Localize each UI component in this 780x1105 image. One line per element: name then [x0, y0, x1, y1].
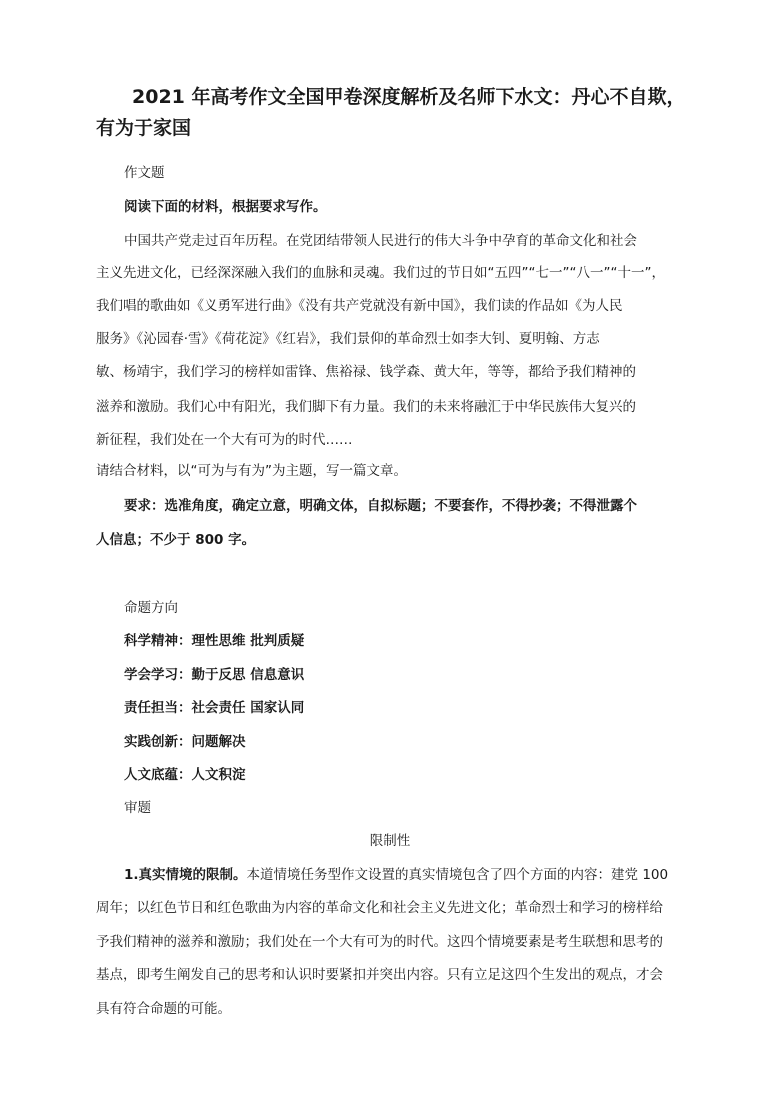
point1-line: 周年；以红色节日和红色歌曲为内容的革命文化和社会主义先进文化；革命烈士和学习的榜样给 — [96, 900, 663, 916]
task-text: 请结合材料，以“可为与有为”为主题，写一篇文章。 — [96, 463, 407, 479]
material-line: 中国共产党走过百年历程。在党团结带领人民进行的伟大斗争中孕育的革命文化和社会 — [124, 233, 637, 249]
material-line: 新征程，我们处在一个大有可为的时代…… — [96, 432, 353, 448]
page-title: 2021 年高考作文全国甲卷深度解析及名师下水文：丹心不自欺，有为于家国 — [96, 86, 686, 139]
material-line: 服务》《沁园春·雪》《荷花淀》《红岩》，我们景仰的革命烈士如李大钊、夏明翰、方志 — [96, 331, 600, 347]
requirement-line: 人信息；不少于 800 字。 — [96, 532, 256, 548]
material-line: 敏、杨靖宇，我们学习的榜样如雷锋、焦裕禄、钱学森、黄大年，等等，都给予我们精神的 — [96, 364, 636, 380]
material-line: 我们唱的歌曲如《义勇军进行曲》《没有共产党就没有新中国》，我们读的作品如《为人民 — [96, 298, 623, 314]
point1-first-line — [124, 865, 668, 885]
direction-item: 科学精神：理性思维 批判质疑 — [124, 633, 305, 649]
direction-item: 学会学习：勤于反思 信息意识 — [124, 667, 305, 683]
subheading-restriction: 限制性 — [369, 833, 411, 849]
requirement-line: 要求：选准角度，确定立意，明确文体，自拟标题；不要套作，不得抄袭；不得泄露个 — [124, 498, 637, 514]
direction-item: 责任担当：社会责任 国家认同 — [124, 700, 305, 716]
point1-heading: 1.真实情境的限制。 — [124, 867, 247, 883]
point1-line: 基点，即考生阐发自己的思考和认识时要紧扣并突出内容。只有立足这四个生发出的观点，才会 — [96, 967, 663, 983]
section-heading-prompt: 作文题 — [124, 165, 165, 181]
point1-line: 具有符合命题的可能。 — [96, 1001, 231, 1017]
section-heading-direction: 命题方向 — [124, 600, 178, 616]
point1-text: 本道情境任务型作文设置的真实情境包含了四个方面的内容：建党 100 — [246, 867, 669, 883]
section-heading-review: 审题 — [124, 800, 151, 816]
material-line: 主义先进文化，已经深深融入我们的血脉和灵魂。我们过的节日如“五四”“七一”“八一”“十一”， — [96, 265, 665, 281]
point1-line: 予我们精神的滋养和激励；我们处在一个大有可为的时代。这四个情境要素是考生联想和思考的 — [96, 934, 663, 950]
material-line: 滋养和激励。我们心中有阳光，我们脚下有力量。我们的未来将融汇于中华民族伟大复兴的 — [96, 399, 636, 415]
direction-item: 人文底蕴：人文积淀 — [124, 767, 246, 783]
instruction-text: 阅读下面的材料，根据要求写作。 — [124, 199, 327, 215]
direction-item: 实践创新：问题解决 — [124, 734, 246, 750]
